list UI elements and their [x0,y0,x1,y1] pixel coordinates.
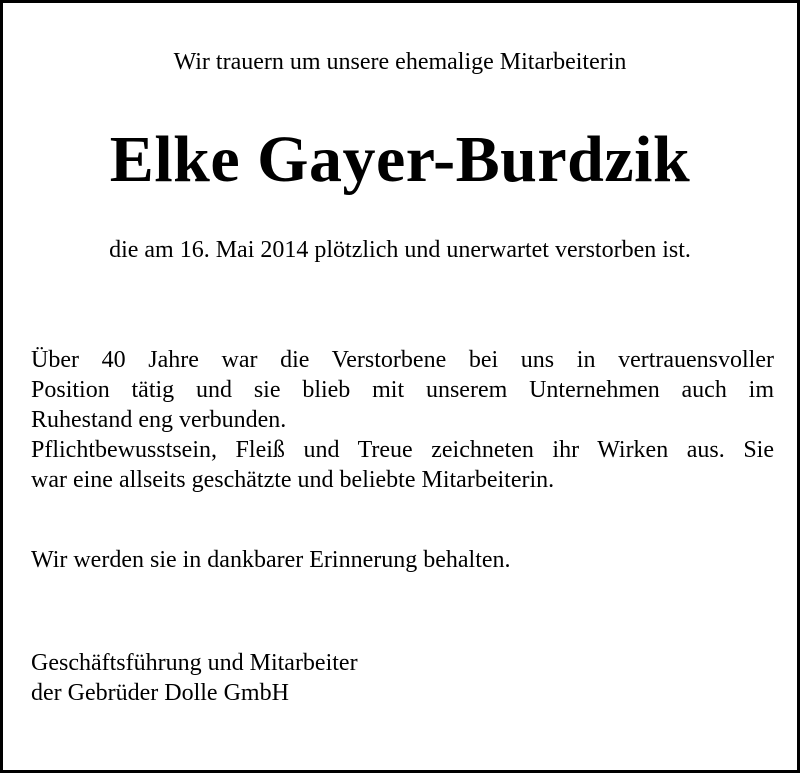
closing-remembrance-text: Wir werden sie in dankbarer Erinnerung behalten. [31,547,511,573]
tribute-paragraph-career [31,345,774,435]
signature-line: Geschäftsführung und Mitarbeiter [31,650,358,676]
signature-company: der Gebrüder Dolle GmbH [31,680,289,706]
tribute-line: war eine allseits geschätzte und beliebte Mitarbeiterin. [31,467,555,493]
intro-text: Wir trauern um unsere ehemalige Mitarbeiterin [173,49,627,75]
tribute-line: Über 40 Jahre war die Verstorbene bei uns in vertrauensvoller [31,347,774,373]
date-of-death-text: die am 16. Mai 2014 plötzlich und unerwartet verstorben ist. [109,237,691,263]
tribute-text [31,345,774,495]
tribute-line: Position tätig und sie blieb mit unserem Unternehmen auch im [31,377,774,403]
signature-block [31,648,358,708]
tribute-line: Ruhestand eng verbunden. [31,407,287,433]
tribute-line: Pflichtbewusstsein, Fleiß und Treue zeichneten ihr Wirken aus. Sie [31,437,774,463]
deceased-name: Elke Gayer-Burdzik [109,123,691,196]
tribute-paragraph-character [31,435,774,495]
